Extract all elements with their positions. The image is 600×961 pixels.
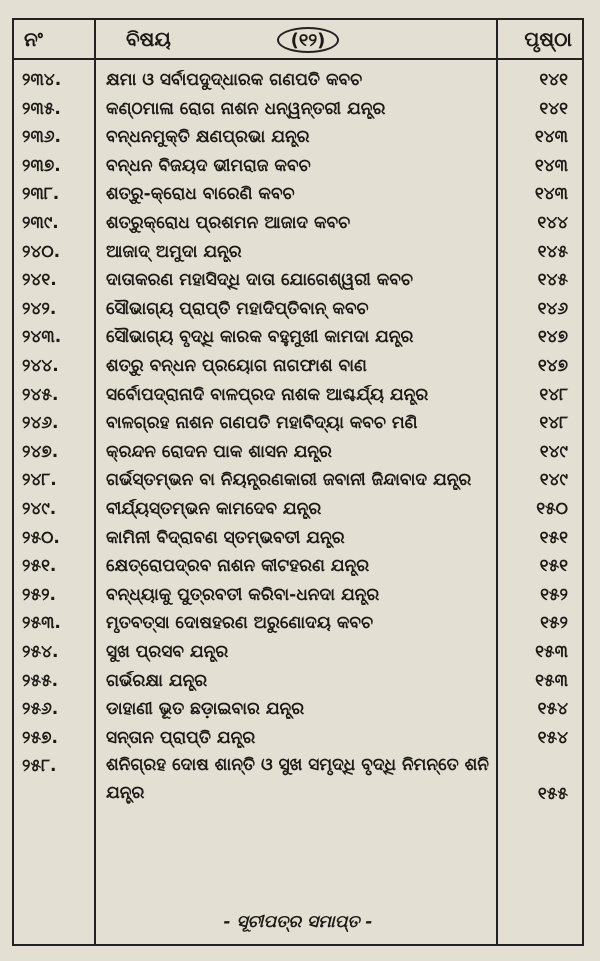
table-of-contents xyxy=(12,18,584,946)
table-row xyxy=(14,180,582,208)
table-row xyxy=(14,352,582,380)
entry-number: ୨୩୮. xyxy=(22,184,60,205)
entry-page: ୧୫୨ xyxy=(540,613,568,634)
entry-page: ୧୪୩ xyxy=(534,155,568,176)
entry-page: ୧୪୭ xyxy=(537,327,568,348)
table-row xyxy=(14,238,582,266)
entry-subject: ସର୍ବୋପଦ୍ରାନାଦି ବାଳପ୍ରଦ ନାଶକ ଆଶ୍ଚର୍ଯ୍ୟ ଯନ୍ତ୍ର xyxy=(106,384,429,405)
entry-subject: କ୍ରନ୍ଦନ ରୋଦନ ପାକ ଶାସନ ଯନ୍ତ୍ର xyxy=(106,441,332,462)
table-row xyxy=(14,495,582,523)
entry-number: ୨୫୩. xyxy=(22,613,61,634)
entry-number: ୨୫୨. xyxy=(22,584,56,605)
entry-page: ୧୪୮ xyxy=(539,413,568,434)
entry-subject: ଶନିଗ୍ରହ ଦୋଷ ଶାନ୍ତି ଓ ସୁଖ ସମୃଦ୍ଧି ବୃଦ୍ଧି ନିମନ୍ତେ ଶନି ଯନ୍ତ୍ର xyxy=(106,755,490,804)
subject-column-header: ବିଷୟ xyxy=(126,27,171,51)
entry-page: ୧୪୯ xyxy=(539,441,568,462)
entry-number: ୨୫୫. xyxy=(22,670,59,691)
entry-number: ୨୩୭. xyxy=(22,155,61,176)
entry-number: ୨୪୨. xyxy=(22,298,57,319)
entry-number: ୨୩୯. xyxy=(22,213,59,233)
entry-subject: ବନ୍ଧନମୁକ୍ତି କ୍ଷଣପ୍ରଭା ଯନ୍ତ୍ର xyxy=(106,127,310,148)
entry-subject: ସୌଭାଗ୍ୟ ପ୍ରାପ୍ତି ମହାଦିପ୍ତିବାନ୍ କବଚ xyxy=(106,298,369,319)
table-row xyxy=(14,152,582,180)
entry-subject: ଆଜାଦ୍ ଅମୁଦା ଯନ୍ତ୍ର xyxy=(106,241,242,262)
entry-number: ୨୫୬. xyxy=(22,699,59,720)
entry-page: ୧୫୦ xyxy=(536,499,568,519)
table-row xyxy=(14,95,582,123)
entry-subject: ବାଳଗ୍ରହ ନାଶନ ଗଣପତି ମହାବିଦ୍ୟା କବଚ ମଣି xyxy=(106,413,418,434)
table-row xyxy=(14,323,582,351)
entry-number: ୨୪୩. xyxy=(22,327,62,348)
entry-page: ୧୪୮ xyxy=(539,384,568,405)
table-row xyxy=(14,552,582,580)
entry-subject: ଗର୍ଭରକ୍ଷା ଯନ୍ତ୍ର xyxy=(106,670,208,691)
entry-number: ୨୩୪. xyxy=(22,70,62,90)
table-row xyxy=(14,638,582,666)
entry-number: ୨୫୧. xyxy=(22,556,57,577)
entry-number: ୨୫୦. xyxy=(22,527,60,548)
table-row xyxy=(14,438,582,466)
entry-page: ୧୪୩ xyxy=(534,127,568,148)
entry-page: ୧୫୩ xyxy=(535,642,568,662)
entry-page: ୧୪୫ xyxy=(537,270,568,291)
entry-page: ୧୫୫ xyxy=(537,784,568,805)
entry-number: ୨୪୪. xyxy=(22,356,59,376)
entry-subject: ଗର୍ଭସ୍ତମ୍ଭନ ବା ନିୟନ୍ତ୍ରଣକାରୀ ଜବାନୀ ଜିନ୍ଦାବାଦ ଯନ୍ତ୍ର xyxy=(106,470,472,491)
entry-number: ୨୪୦. xyxy=(22,241,61,262)
entry-number: ୨୪୫. xyxy=(22,384,59,405)
entry-page: ୧୪୧ xyxy=(539,70,568,90)
table-row xyxy=(14,381,582,409)
table-row xyxy=(14,752,582,808)
entry-subject: ଶତ୍ରୁ-କ୍ରୋଧ ବାରେଣି କବଚ xyxy=(106,184,295,205)
entry-subject: କ୍ଷେତ୍ରୋପଦ୍ରବ ନାଶନ କୀଟହରଣ ଯନ୍ତ୍ର xyxy=(106,556,370,577)
table-row xyxy=(14,609,582,637)
table-row xyxy=(14,724,582,752)
entry-number: ୨୩୬. xyxy=(22,127,61,148)
entry-page: ୧୫୨ xyxy=(540,584,568,605)
entry-subject: ଡାହାଣୀ ଭୂତ ଛଡ଼ାଇବାର ଯନ୍ତ୍ର xyxy=(106,699,305,720)
entry-page: ୧୪୧ xyxy=(539,98,568,119)
entry-subject: ସନ୍ତାନ ପ୍ରାପ୍ତି ଯନ୍ତ୍ର xyxy=(106,727,256,748)
entry-page: ୧୫୪ xyxy=(537,699,568,720)
table-row xyxy=(14,266,582,294)
entry-number: ୨୫୮. xyxy=(22,756,57,777)
end-of-contents-note: - ସୂଚୀପତ୍ର ସମାପ୍ତ - xyxy=(223,912,373,932)
entry-page: ୧୫୧ xyxy=(539,527,568,548)
entry-number: ୨୩୫. xyxy=(22,98,61,119)
entry-page: ୧୫୧ xyxy=(539,556,568,577)
table-row xyxy=(14,695,582,723)
entry-number: ୨୫୪. xyxy=(22,642,59,662)
table-row xyxy=(14,466,582,494)
entry-page: ୧୫୪ xyxy=(537,727,568,748)
entry-subject: କାମିନୀ ବିଦ୍ରାବଣ ସ୍ତମ୍ଭବତୀ ଯନ୍ତ୍ର xyxy=(106,527,345,548)
entry-page: ୧୪୯ xyxy=(539,470,568,491)
entry-page: ୧୪୭ xyxy=(537,356,568,376)
entry-page: ୧୫୩ xyxy=(535,670,568,691)
entry-subject: କଣ୍ଠମାଳା ରୋଗ ନାଶନ ଧନ୍ୱନ୍ତରୀ ଯନ୍ତ୍ର xyxy=(106,98,386,119)
entry-page: ୧୪୩ xyxy=(534,184,568,205)
table-row xyxy=(14,295,582,323)
entry-subject: ବନ୍ଧନ ବିଜୟଦ ଭୀମରାଜ କବଚ xyxy=(106,155,311,176)
table-row xyxy=(14,409,582,437)
entry-page: ୧୪୬ xyxy=(537,298,568,319)
entry-subject: ମୃତବତ୍ସା ଦୋଷହରଣ ଅରୁଣୋଦୟ କବଚ xyxy=(106,613,374,634)
table-row xyxy=(14,123,582,151)
entry-subject: ବୀର୍ଯ୍ୟସ୍ତମ୍ଭନ କାମଦେବ ଯନ୍ତ୍ର xyxy=(106,499,322,519)
entry-subject: ବନ୍ଧ୍ୟାକୁ ପୁତ୍ରବତୀ କରିବା-ଧନଦା ଯନ୍ତ୍ର xyxy=(106,584,380,605)
entry-page: ୧୪୫ xyxy=(537,241,568,262)
entry-number: ୨୫୭. xyxy=(22,727,58,748)
number-column-header: ନଂ xyxy=(24,27,43,51)
entry-number: ୨୪୬. xyxy=(22,413,59,434)
entry-subject: ଦାତାକରଣ ମହାସିଦ୍ଧି ଦାତା ଯୋଗେଶ୍ୱରୀ କବଚ xyxy=(106,270,413,291)
entry-number: ୨୪୯. xyxy=(22,499,57,519)
entry-subject: ଶତ୍ରୁକ୍ରୋଧ ପ୍ରଶମନ ଆଜାଦ କବଚ xyxy=(106,213,351,233)
page-number: (୧୨) xyxy=(277,27,339,53)
table-row xyxy=(14,524,582,552)
page-column-header: ପୃଷ୍ଠା xyxy=(524,27,572,51)
table-row xyxy=(14,667,582,695)
table-row xyxy=(14,66,582,94)
table-row xyxy=(14,581,582,609)
entry-number: ୨୪୮. xyxy=(22,470,57,491)
entry-number: ୨୪୧. xyxy=(22,270,57,291)
entry-subject: ସୁଖ ପ୍ରସବ ଯନ୍ତ୍ର xyxy=(106,642,229,662)
entry-subject: ସୌଭାଗ୍ୟ ବୃଦ୍ଧି କାରକ ବହୁମୁଖୀ କାମଦା ଯନ୍ତ୍ର xyxy=(106,327,414,348)
entry-subject: କ୍ଷମା ଓ ସର୍ବାପଦୁଦ୍ଧାରକ ଗଣପତି କବଚ xyxy=(106,70,363,90)
entry-number: ୨୪୭. xyxy=(22,441,59,462)
entry-subject: ଶତ୍ରୁ ବନ୍ଧନ ପ୍ରୟୋଗ ନାଗଫାଶ ବାଣ xyxy=(106,356,367,376)
table-row xyxy=(14,209,582,237)
entry-page: ୧୪୪ xyxy=(537,213,568,233)
